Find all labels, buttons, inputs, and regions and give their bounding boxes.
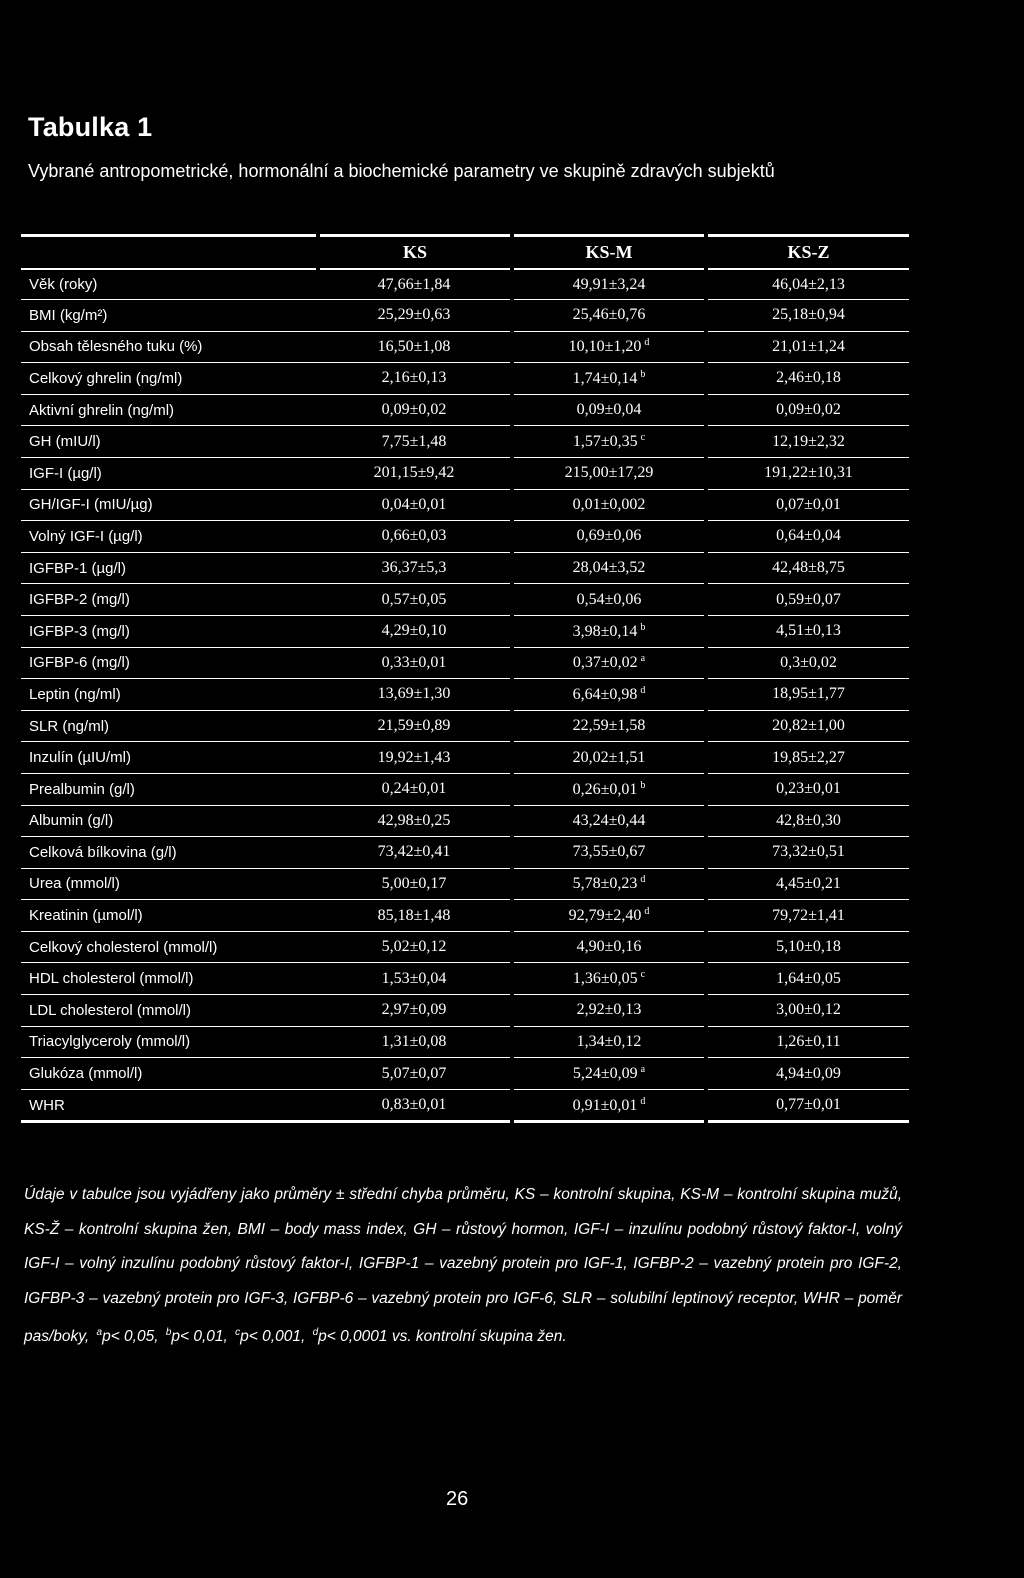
cell-ks-m-value: 0,91±0,01 — [572, 1096, 638, 1114]
cell-ks-z-value: 0,23±0,01 — [776, 780, 841, 798]
cell-ks-m-value: 0,69±0,06 — [576, 527, 642, 545]
cell-ks — [318, 552, 512, 584]
cell-ks-value: 21,59±0,89 — [377, 717, 451, 735]
cell-ks-z — [706, 489, 909, 521]
row-label — [21, 300, 318, 332]
table-row — [21, 426, 909, 458]
cell-ks-value: 201,15±9,42 — [373, 464, 455, 482]
cell-ks — [318, 805, 512, 837]
cell-ks-z — [706, 457, 909, 489]
row-label-value: Celkový cholesterol (mmol/l) — [29, 938, 218, 956]
cell-ks-m-value: 0,26±0,01 — [572, 780, 638, 798]
cell-ks — [318, 269, 512, 300]
cell-ks-m-value: 4,90±0,16 — [576, 938, 642, 956]
cell-ks — [318, 710, 512, 742]
cell-ks — [318, 900, 512, 932]
cell-ks-value: 0,66±0,03 — [381, 527, 447, 545]
row-label-value: Leptin (ng/ml) — [29, 685, 121, 703]
cell-ks-z — [706, 1058, 909, 1090]
footnote-sup-a: a — [96, 1327, 103, 1338]
cell-ks — [318, 963, 512, 995]
cell-ks-z-value: 191,22±10,31 — [764, 464, 853, 482]
cell-ks-m — [512, 300, 706, 332]
cell-ks-m — [512, 426, 706, 458]
cell-ks-m — [512, 584, 706, 616]
cell-ks-m — [512, 710, 706, 742]
row-label — [21, 1026, 318, 1058]
table-row — [21, 647, 909, 679]
row-label-value: WHR — [29, 1096, 65, 1114]
cell-ks — [318, 521, 512, 553]
cell-ks-z — [706, 1089, 909, 1122]
cell-ks-m-value: 0,09±0,04 — [576, 401, 642, 419]
cell-ks — [318, 679, 512, 711]
cell-ks — [318, 426, 512, 458]
table-row — [21, 1026, 909, 1058]
cell-ks-z-value: 3,00±0,12 — [776, 1001, 841, 1019]
cell-ks-value: 0,83±0,01 — [381, 1096, 447, 1114]
table-row — [21, 489, 909, 521]
cell-ks — [318, 1026, 512, 1058]
cell-ks-m-value: 3,98±0,14 — [572, 622, 638, 640]
row-label-value: LDL cholesterol (mmol/l) — [29, 1001, 191, 1019]
table-header — [21, 236, 909, 270]
cell-ks-z-value: 4,94±0,09 — [776, 1064, 841, 1082]
significance-marker: b — [640, 368, 646, 380]
row-label-value: Kreatinin (µmol/l) — [29, 907, 143, 925]
significance-marker: b — [640, 621, 646, 633]
cell-ks-value: 5,02±0,12 — [381, 938, 447, 956]
cell-ks-value: 5,07±0,07 — [381, 1064, 447, 1082]
cell-ks-m — [512, 900, 706, 932]
cell-ks-z — [706, 995, 909, 1027]
cell-ks-m — [512, 457, 706, 489]
cell-ks — [318, 489, 512, 521]
row-label-value: Glukóza (mmol/l) — [29, 1065, 143, 1083]
cell-ks-value: 19,92±1,43 — [377, 748, 451, 766]
row-label — [21, 710, 318, 742]
cell-ks-z — [706, 742, 909, 774]
significance-marker: d — [640, 874, 646, 886]
cell-ks-value: 2,97±0,09 — [381, 1001, 447, 1019]
cell-ks-m — [512, 363, 706, 395]
cell-ks-m-value: 1,34±0,12 — [576, 1032, 642, 1050]
cell-ks — [318, 457, 512, 489]
cell-ks-z-value: 4,51±0,13 — [776, 622, 841, 640]
significance-marker: d — [644, 337, 650, 349]
cell-ks-m — [512, 1026, 706, 1058]
table-row — [21, 457, 909, 489]
row-label-value: Volný IGF-I (µg/l) — [29, 527, 143, 545]
cell-ks-m-value: 215,00±17,29 — [564, 464, 654, 482]
header-ks: KS — [318, 236, 512, 270]
significance-marker: c — [640, 969, 646, 981]
significance-marker: b — [640, 779, 646, 791]
row-label-value: IGFBP-2 (mg/l) — [29, 591, 130, 609]
cell-ks-z — [706, 363, 909, 395]
data-table — [21, 234, 909, 1123]
cell-ks-value: 4,29±0,10 — [381, 622, 447, 640]
row-label-value: Prealbumin (g/l) — [29, 780, 135, 798]
table-row — [21, 615, 909, 647]
cell-ks-m — [512, 615, 706, 647]
row-label — [21, 1089, 318, 1122]
cell-ks-m — [512, 647, 706, 679]
cell-ks-z — [706, 805, 909, 837]
row-label — [21, 584, 318, 616]
cell-ks-z-value: 0,09±0,02 — [776, 401, 841, 419]
cell-ks-z-value: 18,95±1,77 — [772, 685, 845, 703]
row-label-value: SLR (ng/ml) — [29, 717, 110, 735]
row-label-value: IGFBP-1 (µg/l) — [29, 559, 126, 577]
cell-ks — [318, 300, 512, 332]
row-label — [21, 552, 318, 584]
cell-ks-z-value: 5,10±0,18 — [776, 938, 841, 956]
significance-marker: d — [644, 906, 650, 918]
significance-marker: d — [640, 684, 646, 696]
cell-ks-m — [512, 552, 706, 584]
cell-ks-m-value: 73,55±0,67 — [572, 843, 646, 861]
cell-ks-z — [706, 710, 909, 742]
cell-ks-m-value: 1,74±0,14 — [572, 369, 638, 387]
cell-ks-z-value: 4,45±0,21 — [776, 874, 841, 892]
row-label — [21, 426, 318, 458]
cell-ks-m-value: 25,46±0,76 — [572, 306, 646, 324]
cell-ks-value: 16,50±1,08 — [377, 337, 451, 355]
row-label — [21, 363, 318, 395]
row-label-value: Věk (roky) — [29, 276, 98, 293]
cell-ks-m-value: 2,92±0,13 — [576, 1001, 642, 1019]
cell-ks-z — [706, 931, 909, 963]
footnote-sup-c: c — [235, 1327, 241, 1338]
cell-ks-value: 73,42±0,41 — [377, 843, 451, 861]
cell-ks-z — [706, 426, 909, 458]
table-row — [21, 995, 909, 1027]
cell-ks-m-value: 43,24±0,44 — [572, 811, 646, 829]
cell-ks-z-value: 1,64±0,05 — [776, 969, 841, 987]
cell-ks-value: 2,16±0,13 — [381, 369, 447, 387]
cell-ks-m — [512, 995, 706, 1027]
cell-ks-m — [512, 837, 706, 869]
cell-ks-m-value: 5,78±0,23 — [572, 875, 638, 893]
cell-ks-value: 0,24±0,01 — [381, 780, 447, 798]
cell-ks-z — [706, 615, 909, 647]
table-row — [21, 331, 909, 363]
cell-ks-z — [706, 269, 909, 300]
cell-ks-z-value: 0,07±0,01 — [776, 495, 841, 513]
cell-ks-z-value: 0,77±0,01 — [776, 1096, 841, 1114]
cell-ks-z-value: 12,19±2,32 — [772, 432, 845, 450]
significance-marker: c — [640, 432, 646, 444]
cell-ks-z-value: 0,59±0,07 — [776, 590, 841, 608]
row-label — [21, 900, 318, 932]
page-subtitle: Vybrané antropometrické, hormonální a biochemické parametry ve skupině zdravých subjektů — [28, 161, 775, 181]
data-table-container — [21, 234, 909, 1123]
footnote-text: Údaje v tabulce jsou vyjádřeny jako průměry ± střední chyba průměru, KS – kontrolní skupina, KS-M – kontrolní skupina mužů, KS-Ž – kontrolní skupina žen, BMI – body mass index, GH – růstový hormon, IGF-I – inzulínu podobný růstový faktor-I, volný IGF-I – volný inzulínu podobný růstový faktor-I, IGFBP-1 – vazebný protein pro IGF-1, IGFBP-2 – vazebný protein pro IGF-2, IGFBP-3 – vazebný protein pro IGF-3, IGFBP-6 – vazebný protein pro IGF-6, SLR – solubilní leptinový receptor, WHR – poměr pas/boky, — [24, 1186, 902, 1345]
cell-ks-z-value: 20,82±1,00 — [772, 717, 845, 735]
table-row — [21, 900, 909, 932]
row-label-value: Obsah tělesného tuku (%) — [29, 338, 203, 356]
cell-ks-z — [706, 584, 909, 616]
row-label-value: Celková bílkovina (g/l) — [29, 843, 177, 861]
table-row — [21, 1089, 909, 1122]
cell-ks — [318, 363, 512, 395]
table-row — [21, 300, 909, 332]
cell-ks-m — [512, 489, 706, 521]
table-header-row — [21, 236, 909, 270]
cell-ks-z — [706, 521, 909, 553]
cell-ks-m-value: 22,59±1,58 — [572, 717, 646, 735]
footnote-p-c: p< 0,001, — [240, 1328, 310, 1345]
cell-ks-value: 5,00±0,17 — [381, 874, 447, 892]
footnote-sup-d: d — [312, 1327, 319, 1338]
page-title: Tabulka 1 — [28, 112, 153, 142]
table-row — [21, 679, 909, 711]
cell-ks-m — [512, 269, 706, 300]
page-number: 26 — [446, 1488, 469, 1510]
cell-ks-m-value: 5,24±0,09 — [572, 1065, 638, 1083]
header-blank — [21, 236, 318, 270]
cell-ks-z-value: 79,72±1,41 — [772, 906, 845, 924]
row-label — [21, 647, 318, 679]
footnote-p-b: p< 0,01, — [171, 1328, 233, 1345]
cell-ks — [318, 868, 512, 900]
cell-ks-z — [706, 331, 909, 363]
row-label — [21, 457, 318, 489]
table-row — [21, 1058, 909, 1090]
significance-marker: a — [640, 653, 646, 665]
cell-ks-value: 36,37±5,3 — [381, 559, 447, 577]
cell-ks-value: 42,98±0,25 — [377, 811, 451, 829]
row-label-value: Triacylglyceroly (mmol/l) — [29, 1033, 191, 1051]
cell-ks-z — [706, 963, 909, 995]
table-row — [21, 805, 909, 837]
cell-ks-m — [512, 394, 706, 426]
cell-ks-z — [706, 300, 909, 332]
cell-ks-m-value: 0,54±0,06 — [576, 590, 642, 608]
cell-ks — [318, 773, 512, 805]
footnote-p-a: p< 0,05, — [102, 1328, 163, 1345]
cell-ks-m — [512, 1058, 706, 1090]
table-row — [21, 521, 909, 553]
table-row — [21, 552, 909, 584]
cell-ks-z — [706, 773, 909, 805]
cell-ks-z-value: 21,01±1,24 — [772, 337, 845, 355]
cell-ks — [318, 742, 512, 774]
row-label — [21, 931, 318, 963]
table-row — [21, 584, 909, 616]
header-ks-m: KS-M — [512, 236, 706, 270]
cell-ks-m-value: 28,04±3,52 — [572, 559, 646, 577]
header-ks-z: KS-Z — [706, 236, 909, 270]
cell-ks — [318, 931, 512, 963]
table-row — [21, 710, 909, 742]
cell-ks-m-value: 49,91±3,24 — [572, 275, 646, 293]
significance-marker: d — [640, 1095, 646, 1107]
row-label-value: IGFBP-3 (mg/l) — [29, 622, 130, 640]
row-label — [21, 742, 318, 774]
footnote-sup-b: b — [165, 1327, 172, 1338]
row-label — [21, 489, 318, 521]
row-label — [21, 269, 318, 300]
cell-ks-value: 13,69±1,30 — [377, 685, 451, 703]
table-row — [21, 963, 909, 995]
cell-ks-m — [512, 773, 706, 805]
row-label — [21, 773, 318, 805]
cell-ks-m — [512, 742, 706, 774]
cell-ks-z — [706, 679, 909, 711]
row-label-value: Inzulín (µIU/ml) — [29, 749, 131, 767]
table-footnote — [24, 1178, 902, 1355]
cell-ks-z-value: 73,32±0,51 — [772, 843, 845, 861]
cell-ks-z — [706, 837, 909, 869]
cell-ks-z — [706, 900, 909, 932]
cell-ks-m — [512, 963, 706, 995]
row-label-value: Urea (mmol/l) — [29, 875, 120, 893]
cell-ks-z — [706, 647, 909, 679]
cell-ks-m — [512, 331, 706, 363]
cell-ks — [318, 647, 512, 679]
table-row — [21, 363, 909, 395]
cell-ks-m — [512, 805, 706, 837]
cell-ks-m-value: 92,79±2,40 — [568, 907, 642, 925]
cell-ks — [318, 1058, 512, 1090]
row-label-value: Celkový ghrelin (ng/ml) — [29, 369, 183, 387]
row-label — [21, 679, 318, 711]
table-row — [21, 394, 909, 426]
cell-ks-z-value: 46,04±2,13 — [772, 275, 845, 293]
row-label-value: HDL cholesterol (mmol/l) — [29, 970, 194, 988]
cell-ks — [318, 331, 512, 363]
row-label — [21, 995, 318, 1027]
cell-ks-value: 25,29±0,63 — [377, 306, 451, 324]
cell-ks-z — [706, 394, 909, 426]
footnote-p-d: p< 0,0001 vs. kontrolní skupina žen. — [318, 1328, 567, 1345]
row-label — [21, 521, 318, 553]
cell-ks-value: 47,66±1,84 — [377, 275, 451, 293]
row-label-value: Albumin (g/l) — [29, 812, 114, 830]
cell-ks-z — [706, 552, 909, 584]
row-label-value: IGFBP-6 (mg/l) — [29, 654, 130, 672]
cell-ks-z-value: 42,8±0,30 — [776, 811, 841, 829]
cell-ks-m — [512, 931, 706, 963]
row-label — [21, 331, 318, 363]
cell-ks-z-value: 1,26±0,11 — [776, 1032, 841, 1050]
cell-ks-m — [512, 1089, 706, 1122]
significance-marker: a — [640, 1064, 646, 1076]
row-label — [21, 394, 318, 426]
cell-ks — [318, 995, 512, 1027]
cell-ks-value: 7,75±1,48 — [381, 432, 447, 450]
cell-ks-m — [512, 868, 706, 900]
table-row — [21, 773, 909, 805]
cell-ks — [318, 1089, 512, 1122]
row-label-value: GH (mIU/l) — [29, 433, 101, 451]
row-label-value: GH/IGF-I (mIU/µg) — [29, 496, 153, 514]
row-label — [21, 868, 318, 900]
cell-ks-m-value: 1,36±0,05 — [572, 970, 638, 988]
cell-ks-z-value: 2,46±0,18 — [776, 369, 841, 387]
row-label — [21, 963, 318, 995]
cell-ks-z-value: 0,64±0,04 — [776, 527, 841, 545]
cell-ks-value: 0,57±0,05 — [381, 590, 447, 608]
cell-ks-value: 0,09±0,02 — [381, 401, 447, 419]
cell-ks-z-value: 0,3±0,02 — [780, 653, 837, 671]
cell-ks-z-value: 25,18±0,94 — [772, 306, 845, 324]
cell-ks-m-value: 6,64±0,98 — [572, 685, 638, 703]
cell-ks-z-value: 42,48±8,75 — [772, 559, 845, 577]
cell-ks-value: 1,31±0,08 — [381, 1032, 447, 1050]
cell-ks — [318, 394, 512, 426]
table-row — [21, 742, 909, 774]
table-row — [21, 837, 909, 869]
table-row — [21, 931, 909, 963]
table-body — [21, 269, 909, 1122]
cell-ks-m — [512, 521, 706, 553]
cell-ks-value: 0,33±0,01 — [381, 653, 447, 671]
row-label-value: Aktivní ghrelin (ng/ml) — [29, 401, 175, 419]
cell-ks-m-value: 10,10±1,20 — [568, 338, 642, 356]
table-row — [21, 269, 909, 300]
row-label — [21, 615, 318, 647]
cell-ks — [318, 584, 512, 616]
row-label — [21, 805, 318, 837]
table-row — [21, 868, 909, 900]
row-label-value: IGF-I (µg/l) — [29, 464, 102, 482]
cell-ks-m — [512, 679, 706, 711]
cell-ks — [318, 837, 512, 869]
cell-ks-m-value: 20,02±1,51 — [572, 748, 646, 766]
cell-ks-z — [706, 1026, 909, 1058]
cell-ks-m-value: 1,57±0,35 — [572, 433, 638, 451]
cell-ks-z-value: 19,85±2,27 — [772, 748, 845, 766]
cell-ks — [318, 615, 512, 647]
cell-ks-m-value: 0,37±0,02 — [572, 654, 638, 672]
cell-ks-value: 1,53±0,04 — [381, 969, 447, 987]
row-label — [21, 837, 318, 869]
cell-ks-z — [706, 868, 909, 900]
row-label — [21, 1058, 318, 1090]
cell-ks-m-value: 0,01±0,002 — [572, 495, 646, 513]
row-label-value: BMI (kg/m²) — [29, 306, 108, 324]
cell-ks-value: 0,04±0,01 — [381, 495, 447, 513]
cell-ks-value: 85,18±1,48 — [377, 906, 451, 924]
